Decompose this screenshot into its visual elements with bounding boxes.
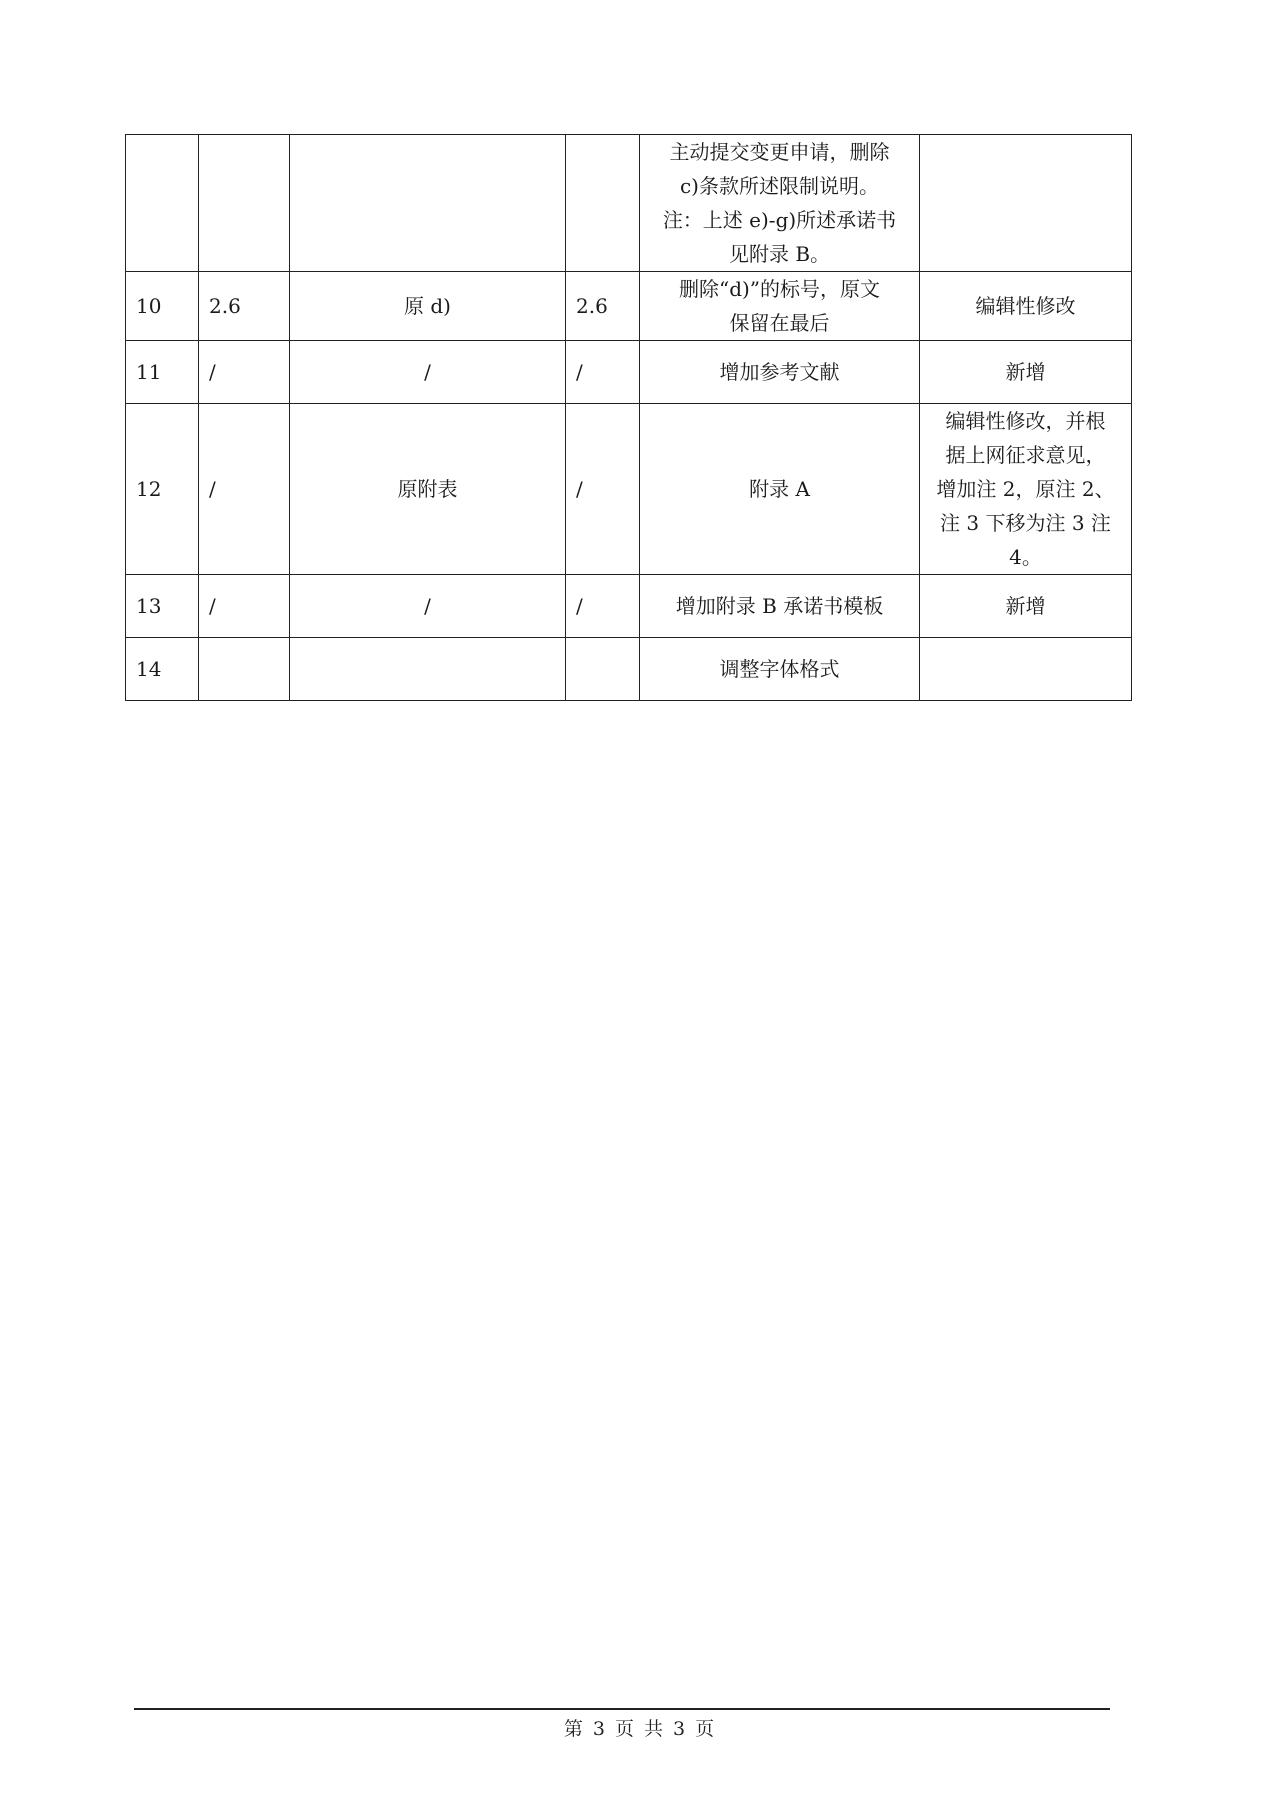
old-clause-cell	[199, 638, 290, 701]
new-content-cell: 调整字体格式	[640, 638, 920, 701]
new-content-cell: 增加附录 B 承诺书模板	[640, 575, 920, 638]
old-clause-cell: /	[199, 575, 290, 638]
row-number-cell: 10	[126, 272, 199, 341]
note-cell	[920, 135, 1132, 272]
note-cell: 编辑性修改，并根 据上网征求意见， 增加注 2，原注 2、 注 3 下移为注 3 注 4。	[920, 404, 1132, 575]
row-number-cell: 13	[126, 575, 199, 638]
old-clause-cell: /	[199, 341, 290, 404]
table-row	[126, 638, 1132, 701]
table-row	[126, 341, 1132, 404]
old-clause-cell: 2.6	[199, 272, 290, 341]
table-row	[126, 404, 1132, 575]
row-number-cell: 12	[126, 404, 199, 575]
old-content-cell	[290, 638, 566, 701]
new-clause-cell: /	[566, 404, 640, 575]
old-clause-cell: /	[199, 404, 290, 575]
revision-table	[125, 134, 1132, 701]
old-content-cell: 原附表	[290, 404, 566, 575]
new-content-cell: 增加参考文献	[640, 341, 920, 404]
note-cell: 编辑性修改	[920, 272, 1132, 341]
old-content-cell: /	[290, 341, 566, 404]
page-number: 第 3 页 共 3 页	[563, 1718, 717, 1740]
old-clause-cell	[199, 135, 290, 272]
new-content-cell: 删除“d)”的标号，原文 保留在最后	[640, 272, 920, 341]
old-content-cell	[290, 135, 566, 272]
new-clause-cell: /	[566, 575, 640, 638]
note-cell: 新增	[920, 341, 1132, 404]
old-content-cell: /	[290, 575, 566, 638]
row-number-cell: 14	[126, 638, 199, 701]
row-number-cell	[126, 135, 199, 272]
table-row	[126, 575, 1132, 638]
table-row	[126, 272, 1132, 341]
old-content-cell: 原 d)	[290, 272, 566, 341]
new-content-cell: 主动提交变更申请，删除 c)条款所述限制说明。 注：上述 e)-g)所述承诺书 见附录 B。	[640, 135, 920, 272]
note-cell: 新增	[920, 575, 1132, 638]
new-clause-cell	[566, 638, 640, 701]
footer-divider	[134, 1708, 1110, 1710]
table-row	[126, 135, 1132, 272]
note-cell	[920, 638, 1132, 701]
row-number-cell: 11	[126, 341, 199, 404]
new-clause-cell: 2.6	[566, 272, 640, 341]
new-content-cell: 附录 A	[640, 404, 920, 575]
new-clause-cell	[566, 135, 640, 272]
new-clause-cell: /	[566, 341, 640, 404]
